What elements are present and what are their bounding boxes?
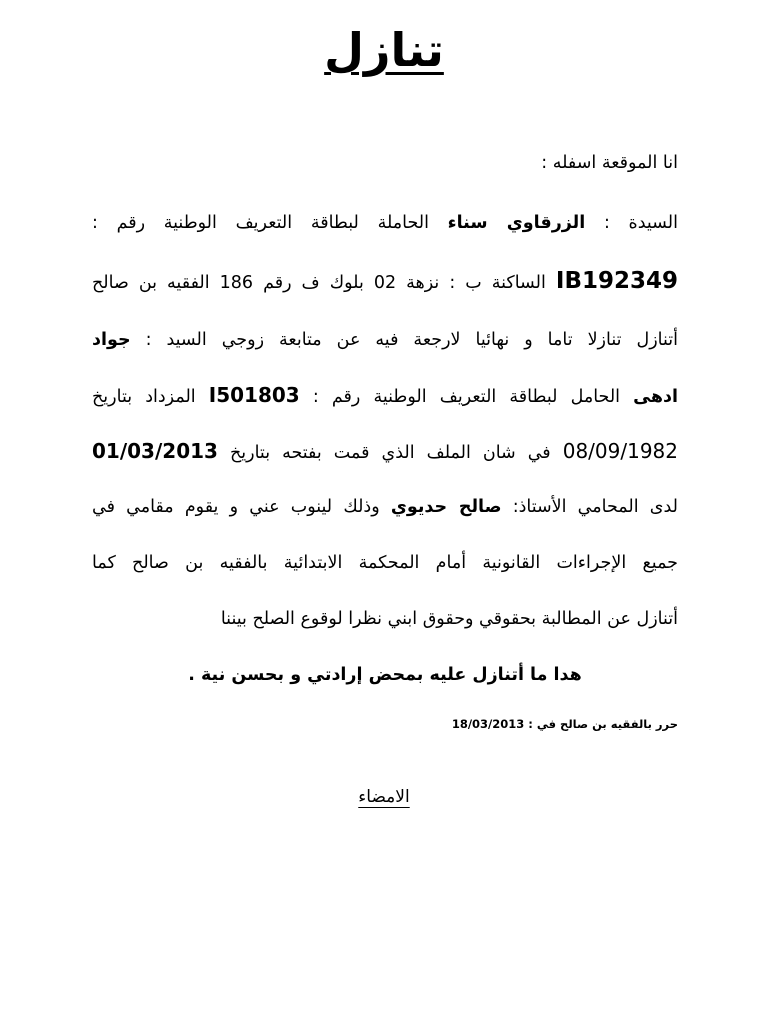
lawyer-label: لدى المحامي الأستاذ: [501, 497, 678, 517]
id-label: الحامل لبطاقة التعريف الوطنية رقم : [299, 387, 634, 407]
label-text: الحاملة لبطاقة التعريف الوطنية رقم : [92, 213, 448, 233]
procedures-line: جميع الإجراءات القانونية أمام المحكمة الابتدائية بالفقيه بن صالح كما [92, 553, 678, 573]
birth-label: المزداد بتاريخ [92, 387, 209, 407]
declarant-id: IB192349 [555, 268, 678, 294]
waiver-text: أتنازل تنازلا تاما و نهائيا لارجعة فيه عن متابعة زوجي السيد : [130, 330, 678, 350]
lawyer-line [92, 492, 678, 522]
label-text: السيدة : [585, 213, 678, 233]
intro-line: انا الموقعة اسفله : [541, 153, 678, 173]
signature-label: الامضاء [358, 787, 410, 807]
rights-line: أتنازل عن المطالبة بحقوقي وحقوق ابني نظرا لوقوع الصلح بيننا [220, 609, 678, 629]
lawyer-text: وذلك لينوب عني و يقوم مقامي في [92, 497, 391, 517]
husband-id-line [92, 380, 678, 412]
file-date: 01/03/2013 [92, 439, 218, 463]
identity-line [92, 208, 678, 238]
declarant-name: الزرقاوي سناء [447, 213, 586, 233]
birth-date: 08/09/1982 [562, 439, 678, 463]
address-line [92, 266, 678, 298]
address-text: الساكنة ب : نزهة 02 بلوك ف رقم 186 الفقيه بن صالح [92, 273, 556, 293]
document-title: تنازل [324, 23, 444, 77]
dates-line [92, 436, 678, 468]
file-text: في شان الملف الذي قمت بفتحه بتاريخ [217, 443, 563, 463]
lawyer-name: صالح حديوي [390, 497, 502, 517]
place-date: حرر بالفقيه بن صالح في : 18/03/2013 [451, 717, 678, 731]
closing-statement: هدا ما أتنازل عليه بمحض إرادتي و بحسن نية . [188, 665, 582, 685]
husband-first-name: جواد [92, 330, 131, 350]
husband-id: I501803 [208, 383, 300, 407]
waiver-line [92, 325, 678, 355]
husband-last-name: ادهى [633, 387, 678, 407]
